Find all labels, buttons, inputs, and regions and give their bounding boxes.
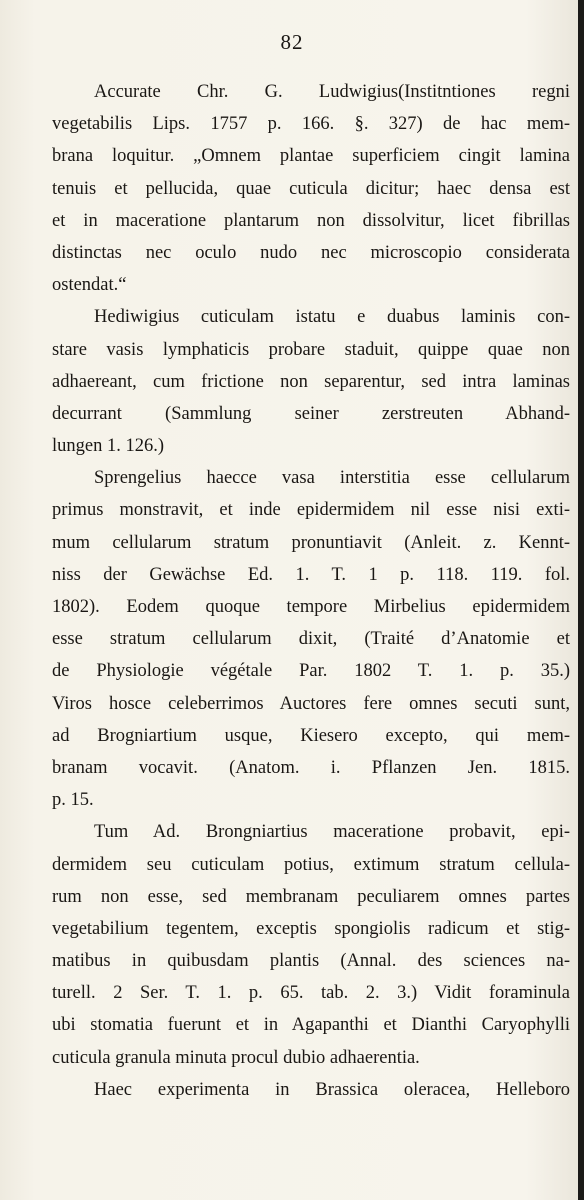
text-line: 1802). Eodem quoque tempore Mirbelius epidermidem (52, 597, 570, 617)
text-line: distinctas nec oculo nudo nec microscopio considerata (52, 242, 570, 263)
page-number: 82 (280, 30, 304, 54)
text-line: matibus in quibusdam plantis (Annal. des sciences na- (52, 951, 570, 972)
text-line: adhaereant, cum frictione non separentur, sed intra laminas (52, 371, 570, 392)
text-line: decurrant (Sammlung seiner zerstreuten Abhand- (52, 403, 570, 424)
text-line: Viros hosce celeberrimos Auctores fere omnes secuti sunt, (52, 693, 570, 714)
text-line: dermidem seu cuticulam potius, extimum stratum cellula- (52, 854, 570, 875)
text-line: Sprengelius haecce vasa interstitia esse cellularum (94, 468, 570, 489)
text-line: vegetabilium tegentem, exceptis spongiolis radicum et stig- (52, 918, 570, 939)
page-edge-shadow (578, 0, 584, 1200)
text-line: branam vocavit. (Anatom. i. Pflanzen Jen. 1815. (52, 757, 570, 778)
text-line: esse stratum cellularum dixit, (Traité d’Anatomie et (52, 629, 570, 650)
text-line: de Physiologie végétale Par. 1802 T. 1. p. 35.) (52, 661, 570, 682)
body-text (52, 76, 570, 1106)
text-line: primus monstravit, et inde epidermidem nil esse nisi exti- (52, 500, 570, 521)
text-line: p. 15. (52, 790, 94, 811)
text-line: Haec experimenta in Brassica oleracea, Helleboro (94, 1079, 570, 1100)
text-line: vegetabilis Lips. 1757 p. 166. §. 327) de hac mem- (52, 114, 570, 135)
text-line: rum non esse, sed membranam peculiarem omnes partes (52, 886, 570, 907)
text-line: niss der Gewächse Ed. 1. T. 1 p. 118. 119. fol. (52, 564, 570, 585)
text-line: et in maceratione plantarum non dissolvitur, licet fibrillas (52, 210, 570, 231)
text-line: stare vasis lymphaticis probare staduit, quippe quae non (52, 339, 570, 360)
text-line: Hediwigius cuticulam istatu e duabus laminis con- (94, 307, 570, 328)
text-line: mum cellularum stratum pronuntiavit (Anleit. z. Kennt- (52, 532, 570, 553)
text-line: tenuis et pellucida, quae cuticula dicitur; haec densa est (52, 178, 570, 199)
text-line: cuticula granula minuta procul dubio adhaerentia. (52, 1047, 420, 1068)
text-line: ad Brogniartium usque, Kiesero excepto, qui mem- (52, 725, 570, 746)
text-line: Tum Ad. Brongniartius maceratione probavit, epi- (94, 822, 570, 843)
text-line: lungen 1. 126.) (52, 436, 165, 457)
text-line: turell. 2 Ser. T. 1. p. 65. tab. 2. 3.) Vidit foraminula (52, 983, 570, 1004)
text-line: ostendat.“ (52, 275, 127, 296)
text-line: Accurate Chr. G. Ludwigius(Institntiones regni (94, 82, 570, 102)
text-line: brana loquitur. „Omnem plantae superficiem cingit lamina (52, 146, 570, 167)
text-line: ubi stomatia fuerunt et in Agapanthi et Dianthi Caryophylli (52, 1015, 570, 1036)
